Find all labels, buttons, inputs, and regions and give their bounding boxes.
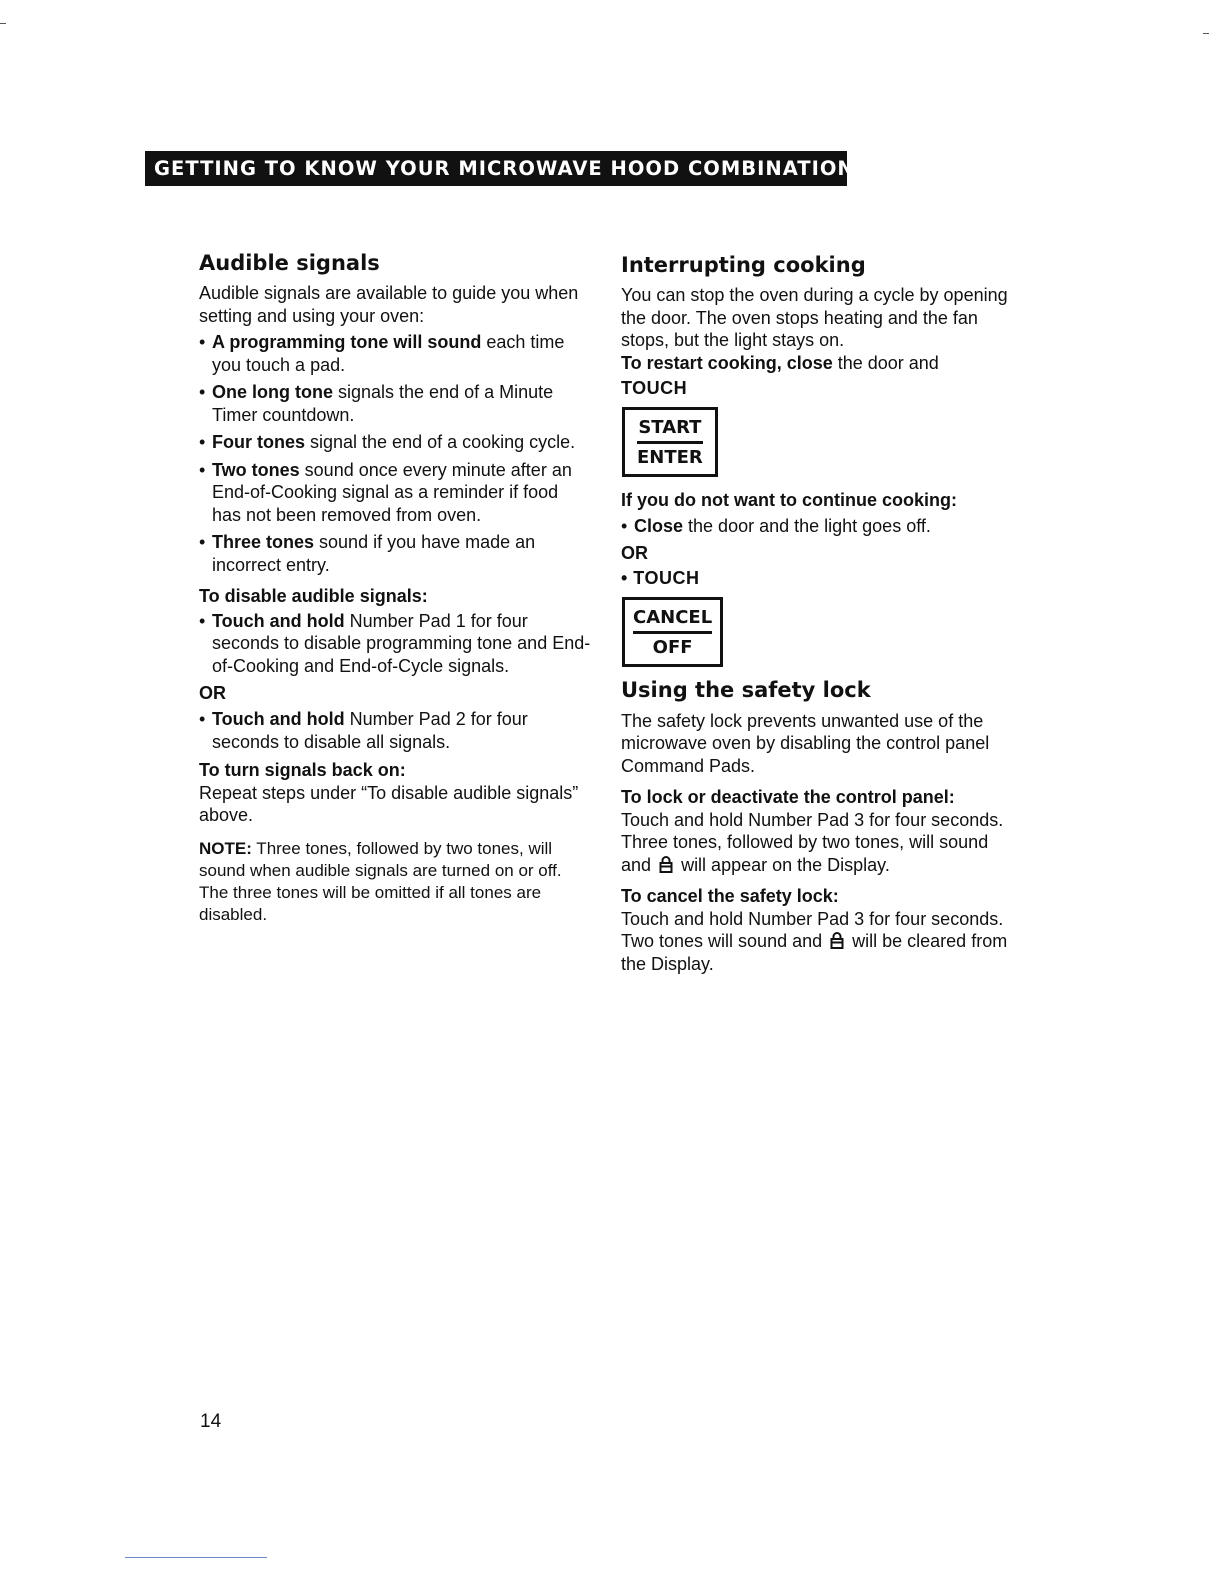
lock-panel-text: Touch and hold Number Pad 3 for four seconds. Three tones, followed by two tones, will sound and will appear on the Display. <box>621 809 1004 875</box>
signals-back-on-subheading: To turn signals back on: <box>199 760 406 781</box>
list-item: • Four tones signal the end of a cooking cycle. <box>199 431 591 454</box>
list-item: • Close the door and the light goes off. <box>621 515 1016 538</box>
list-item: • A programming tone will sound each time you touch a pad. <box>199 331 591 376</box>
safety-lock-heading: Using the safety lock <box>621 678 871 703</box>
interrupting-cooking-heading: Interrupting cooking <box>621 253 866 277</box>
cancel-lock-text: Touch and hold Number Pad 3 for four seconds. Two tones will sound and will be cleared from the Display. <box>621 908 1008 974</box>
touch-label: TOUCH <box>621 378 688 399</box>
audible-signals-column <box>199 250 591 926</box>
scan-mark <box>1203 33 1209 34</box>
audible-signals-intro: Audible signals are available to guide you when setting and using your oven: <box>199 283 579 326</box>
signals-back-on-text: Repeat steps under “To disable audible signals” above. <box>199 782 579 826</box>
list-item: • Two tones sound once every minute after an End-of-Cooking signal as a reminder if food has not been removed from oven. <box>199 459 591 527</box>
safety-lock-intro: The safety lock prevents unwanted use of the microwave oven by disabling the control panel Command Pads. <box>621 710 990 776</box>
lock-panel-subheading: To lock or deactivate the control panel: <box>621 787 955 807</box>
disable-steps-alt <box>199 708 591 753</box>
restart-instruction: To restart cooking, close the door and <box>621 352 939 373</box>
list-item: • Touch and hold Number Pad 1 for four seconds to disable programming tone and End-of-Cooking and End-of-Cycle signals. <box>199 610 591 678</box>
no-continue-subheading: If you do not want to continue cooking: <box>621 490 957 511</box>
disable-steps <box>199 610 591 678</box>
interrupting-cooking-intro: You can stop the oven during a cycle by opening the door. The oven stops heating and the fan stops, but the light stays on. <box>621 285 1008 351</box>
footer-rule <box>125 1557 267 1558</box>
or-label: OR <box>621 543 648 564</box>
interrupting-cooking-column <box>621 252 1016 975</box>
list-item: • Three tones sound if you have made an incorrect entry. <box>199 531 591 576</box>
start-enter-pad: START ENTER <box>622 407 718 477</box>
lock-icon <box>830 931 844 949</box>
lock-icon <box>659 855 673 873</box>
touch-label: • TOUCH <box>621 568 700 589</box>
or-label: OR <box>199 683 226 704</box>
cancel-off-pad: CANCEL OFF <box>622 597 723 667</box>
page-number: 14 <box>200 1411 222 1432</box>
list-item: • One long tone signals the end of a Minute Timer countdown. <box>199 381 591 426</box>
list-item: • Touch and hold Number Pad 2 for four seconds to disable all signals. <box>199 708 591 753</box>
scan-mark <box>0 23 6 24</box>
signal-list <box>199 331 591 576</box>
section-banner: GETTING TO KNOW YOUR MICROWAVE HOOD COMBINATION <box>145 151 847 186</box>
audible-signals-heading: Audible signals <box>199 251 380 275</box>
note-paragraph: NOTE: Three tones, followed by two tones, will sound when audible signals are turned on or off. The three tones will be omitted if all tones are disabled. <box>199 838 562 924</box>
cancel-lock-subheading: To cancel the safety lock: <box>621 886 839 906</box>
disable-signals-subheading: To disable audible signals: <box>199 586 428 607</box>
pad-divider <box>633 631 712 634</box>
pad-divider <box>637 441 703 444</box>
no-continue-steps <box>621 515 1016 538</box>
